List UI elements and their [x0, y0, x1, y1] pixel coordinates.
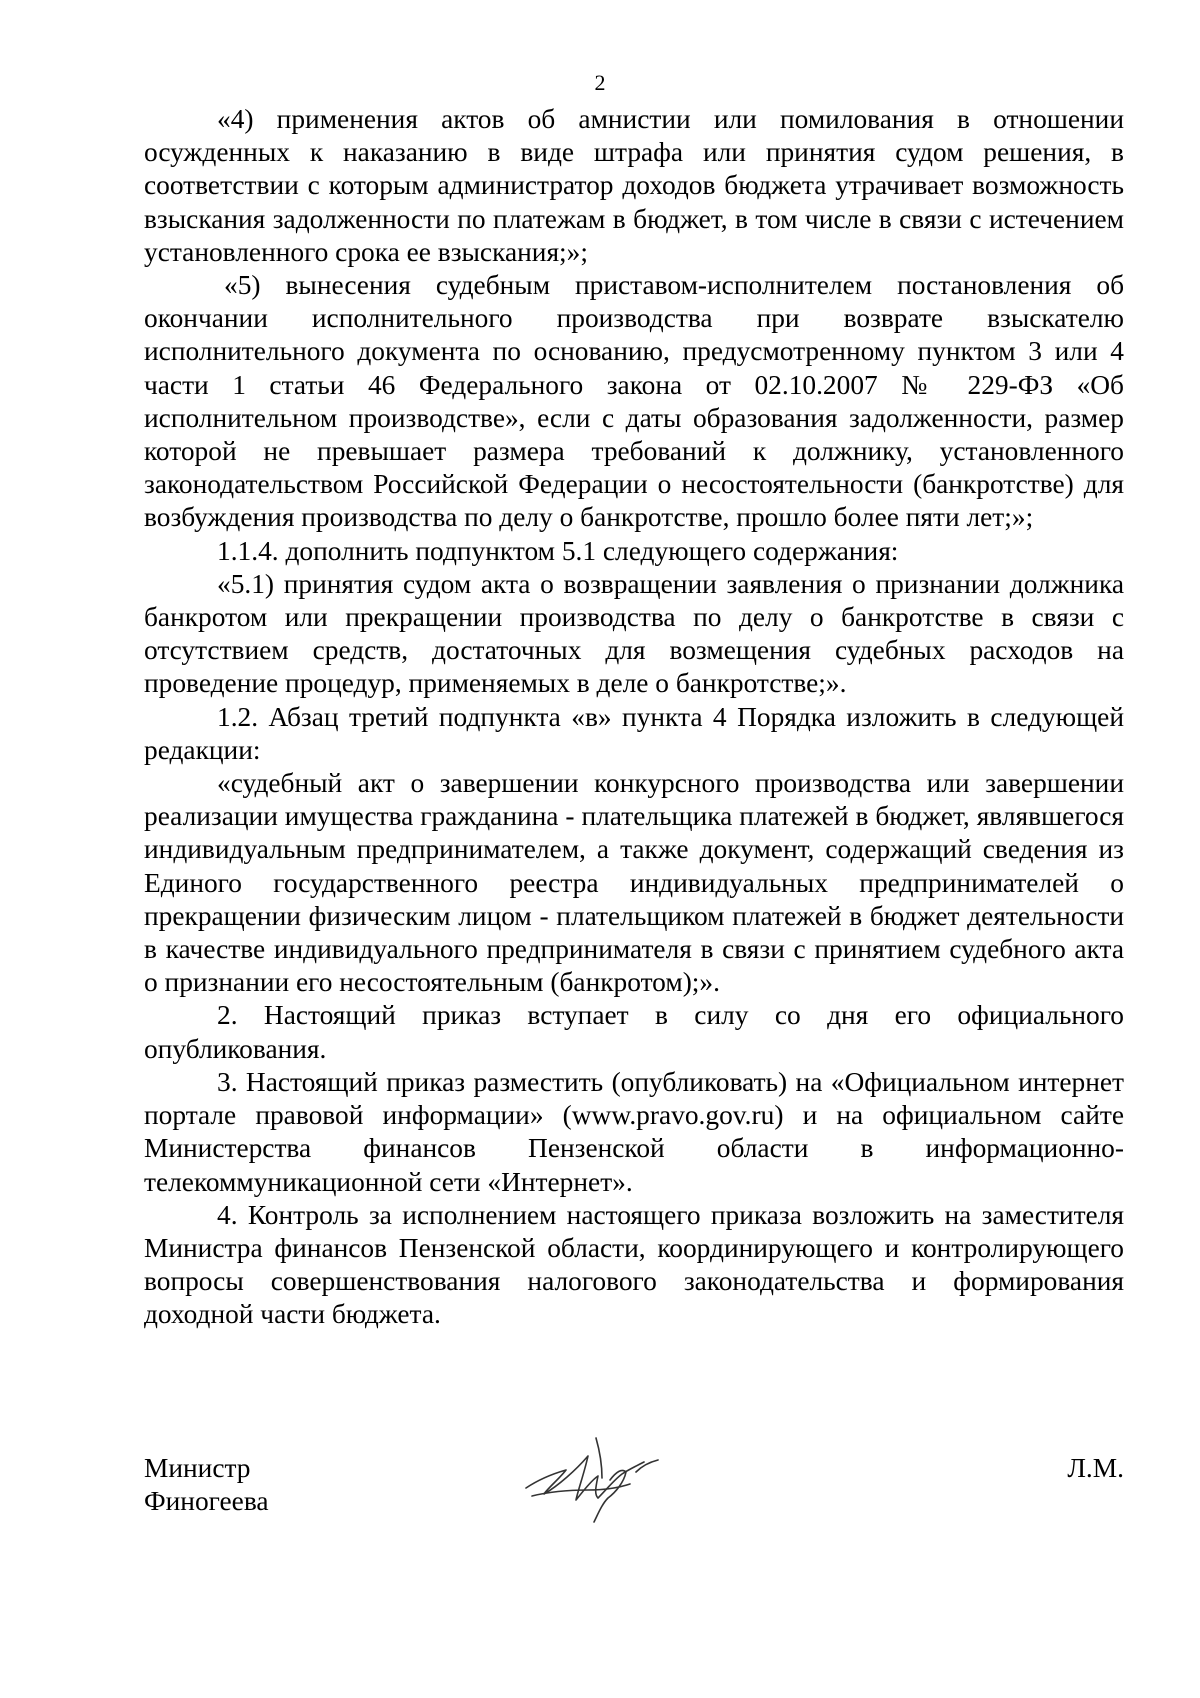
page-number: 2	[594, 70, 606, 95]
paragraph-item-5-1: «5.1) принятия судом акта о возвращении заявления о признании должника банкротом или прекращении производства по делу о банкротстве в связи с отсутствием средств, достаточных для возмещения судебных расходов на проведение процедур, применяемых в деле о банкротстве;».	[144, 568, 1124, 699]
paragraph-item-5: «5) вынесения судебным приставом-исполнителем постановления об окончании исполнительного производства при возврате взыскателю исполнительного документа по основанию, предусмотренному пунктом 3 или 4 части 1 статьи 46 Федерального закона от 02.10.2007 № 229-ФЗ «Об исполнительном производстве», если с даты образования задолженности, размер которой не превышает размера требований к должнику, установленного законодательством Российской Федерации о несостоятельности (банкротстве) для возбуждения производства по делу о банкротстве, прошло более пяти лет;»;	[144, 270, 1124, 533]
signatory-surname: Финогеева	[144, 1486, 269, 1516]
paragraph-court-act: «судебный акт о завершении конкурсного производства или завершении реализации имущества гражданина - плательщика платежей в бюджет, являвшегося индивидуальным предпринимателем, а также документ, содержащий сведения из Единого государственного реестра индивидуальных предпринимателей о прекращении физическим лицом - плательщиком платежей в бюджет деятельности в качестве индивидуального предпринимателя в связи с принятием судебного акта о признании его несостоятельным (банкротом);».	[144, 768, 1124, 998]
document-body	[144, 103, 1124, 1332]
paragraph-2: 2. Настоящий приказ вступает в силу со дня его официального опубликования.	[144, 1000, 1124, 1064]
handwritten-signature	[518, 1430, 668, 1526]
paragraph-3: 3. Настоящий приказ разместить (опубликовать) на «Официальном интернет портале правовой информации» (www.pravo.gov.ru) и на официальном сайте Министерства финансов Пензенской области в информационно-телекоммуникационной сети «Интернет».	[144, 1066, 1124, 1197]
paragraph-4: 4. Контроль за исполнением настоящего приказа возложить на заместителя Министра финансов Пензенской области, координирующего и контролирующего вопросы совершенствования налогового законодательства и формирования доходной части бюджета.	[144, 1199, 1124, 1330]
paragraph-1-1-4: 1.1.4. дополнить подпунктом 5.1 следующего содержания:	[217, 535, 899, 566]
paragraph-item-4: «4) применения актов об амнистии или помилования в отношении осужденных к наказанию в виде штрафа или принятия судом решения, в соответствии с которым администратор доходов бюджета утрачивает возможность взыскания задолженности по платежам в бюджет, в том числе в связи с истечением установленного срока ее взыскания;»;	[144, 104, 1124, 267]
signature-block	[144, 1452, 1124, 1532]
paragraph-1-2: 1.2. Абзац третий подпункта «в» пункта 4 Порядка изложить в следующей редакции:	[144, 701, 1124, 765]
signatory-position: Министр	[144, 1453, 251, 1483]
signatory-initials: Л.М.	[1067, 1453, 1124, 1483]
